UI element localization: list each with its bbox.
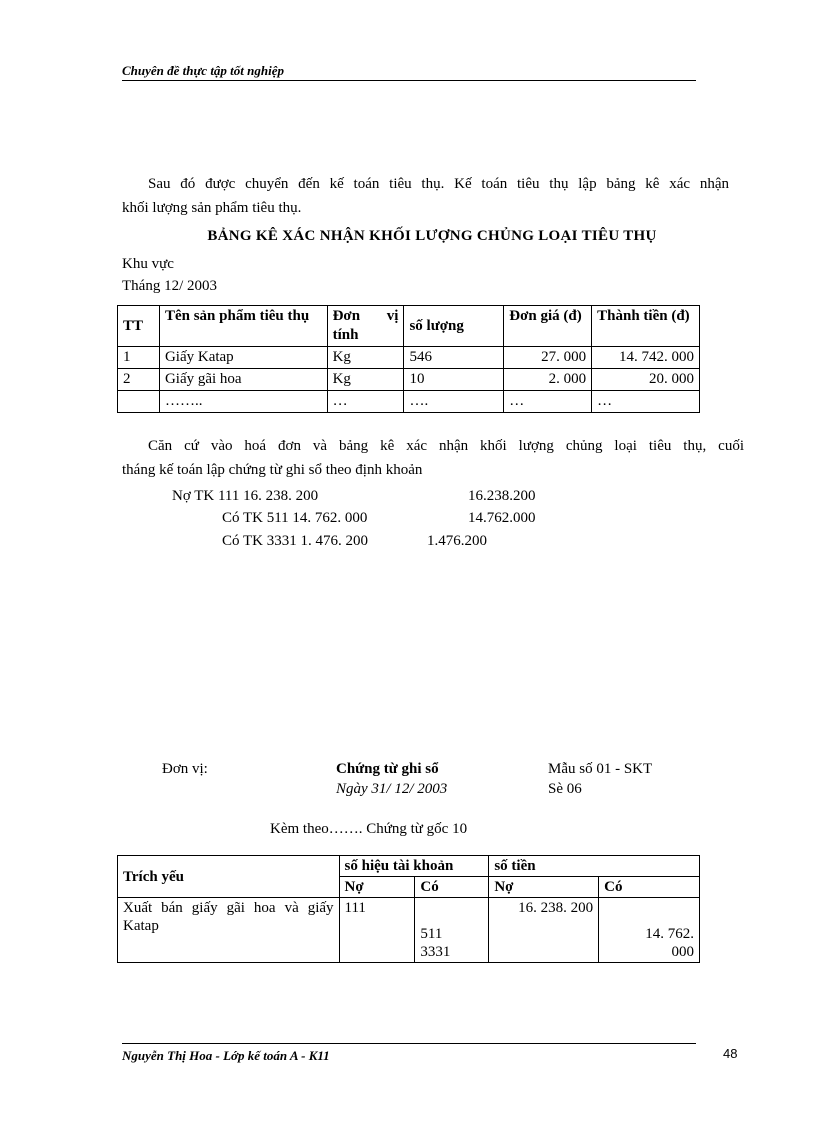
col-header-unit: Đơn vị tính: [327, 306, 404, 347]
cell-qty: 10: [404, 369, 504, 391]
entry-credit-3331-amount: 1.476.200: [427, 533, 487, 549]
voucher-unit-label: Đơn vị:: [162, 761, 208, 777]
table1-title: BẢNG KÊ XÁC NHẬN KHỐI LƯỢNG CHỦNG LOẠI TIÊU THỤ: [207, 228, 657, 244]
header-divider: [122, 80, 696, 81]
col-header-tt: TT: [118, 306, 160, 347]
voucher-title: Chứng từ ghi sổ: [336, 761, 439, 777]
cell-unit: Kg: [327, 369, 404, 391]
body-line-1: Căn cứ vào hoá đơn và bảng kê xác nhận khối lượng chủng loại tiêu thụ, cuối: [148, 438, 744, 454]
page-number: 48: [723, 1046, 738, 1061]
entry-debit-label: Nợ TK 111 16. 238. 200: [172, 488, 319, 504]
cell-acc-credit-511: 511: [420, 926, 443, 942]
table-row: [118, 391, 700, 413]
voucher-form-number: Mẫu số 01 - SKT: [548, 761, 653, 777]
cell-qty: 546: [404, 347, 504, 369]
col-header-account-debit: Nợ: [339, 877, 415, 898]
voucher-date: Ngày 31/ 12/ 2003: [336, 781, 448, 797]
sales-volume-table: [117, 305, 700, 413]
table-row: [118, 369, 700, 391]
col-header-qty: số lượng: [404, 306, 504, 347]
cell-name: ……..: [159, 391, 327, 413]
col-header-account: số hiệu tài khoản: [339, 856, 489, 877]
cell-tt: 1: [118, 347, 160, 369]
cell-tt: 2: [118, 369, 160, 391]
header-title: Chuyên đề thực tập tốt nghiệp: [122, 63, 284, 78]
cell-amt-debit: 16. 238. 200: [489, 898, 599, 963]
col-header-total: Thành tiền (đ): [592, 306, 700, 347]
entry-credit-511-label: Có TK 511 14. 762. 000: [222, 510, 368, 526]
cell-acc-debit: 111: [339, 898, 415, 963]
cell-price: 27. 000: [504, 347, 592, 369]
intro-line-1: Sau đó được chuyển đến kế toán tiêu thụ. Kế toán tiêu thụ lập bảng kê xác nhận: [148, 176, 729, 192]
voucher-attached: Kèm theo……. Chứng từ gốc 10: [270, 821, 468, 837]
cell-qty: ….: [404, 391, 504, 413]
voucher-table: [117, 855, 700, 963]
col-header-amount: số tiền: [489, 856, 700, 877]
cell-name: Giấy Katap: [159, 347, 327, 369]
col-header-amount-credit: Có: [599, 877, 700, 898]
table-header-row: [118, 856, 700, 877]
cell-total: 20. 000: [592, 369, 700, 391]
region-label: Khu vực: [122, 256, 174, 272]
col-header-name: Tên sản phẩm tiêu thụ: [159, 306, 327, 347]
cell-amt-credit: [599, 898, 700, 963]
cell-total: …: [592, 391, 700, 413]
col-header-price: Đơn giá (đ): [504, 306, 592, 347]
col-header-amount-debit: Nợ: [489, 877, 599, 898]
month-label: Tháng 12/ 2003: [122, 278, 217, 294]
table-row: [118, 898, 700, 963]
col-header-account-credit: Có: [415, 877, 489, 898]
cell-amt-credit-line-1: 14. 762.: [645, 926, 694, 942]
voucher-number: Sè 06: [548, 781, 582, 797]
cell-acc-credit-3331: 3331: [420, 944, 451, 960]
cell-price: …: [504, 391, 592, 413]
cell-summary: Xuất bán giấy gãi hoa và giấy Katap: [118, 898, 340, 963]
body-line-2: tháng kế toán lập chứng từ ghi sổ theo định khoản: [122, 462, 423, 478]
body-paragraph: [122, 434, 744, 482]
intro-line-2: khối lượng sản phẩm tiêu thụ.: [122, 200, 302, 216]
entry-credit-511-amount: 14.762.000: [468, 510, 536, 526]
cell-acc-credit: [415, 898, 489, 963]
intro-paragraph: [122, 172, 729, 220]
cell-name: Giấy gãi hoa: [159, 369, 327, 391]
cell-unit: Kg: [327, 347, 404, 369]
footer-author: Nguyễn Thị Hoa - Lớp kế toán A - K11: [122, 1048, 330, 1063]
cell-unit: …: [327, 391, 404, 413]
table-row: [118, 347, 700, 369]
col-header-summary: Trích yếu: [118, 856, 340, 898]
cell-price: 2. 000: [504, 369, 592, 391]
entry-debit-amount: 16.238.200: [468, 488, 536, 504]
cell-amt-credit-line-2: 000: [671, 944, 694, 960]
entry-credit-3331-label: Có TK 3331 1. 476. 200: [222, 533, 368, 549]
cell-tt: [118, 391, 160, 413]
table-header-row: [118, 306, 700, 347]
cell-total: 14. 742. 000: [592, 347, 700, 369]
footer-divider: [122, 1043, 696, 1044]
